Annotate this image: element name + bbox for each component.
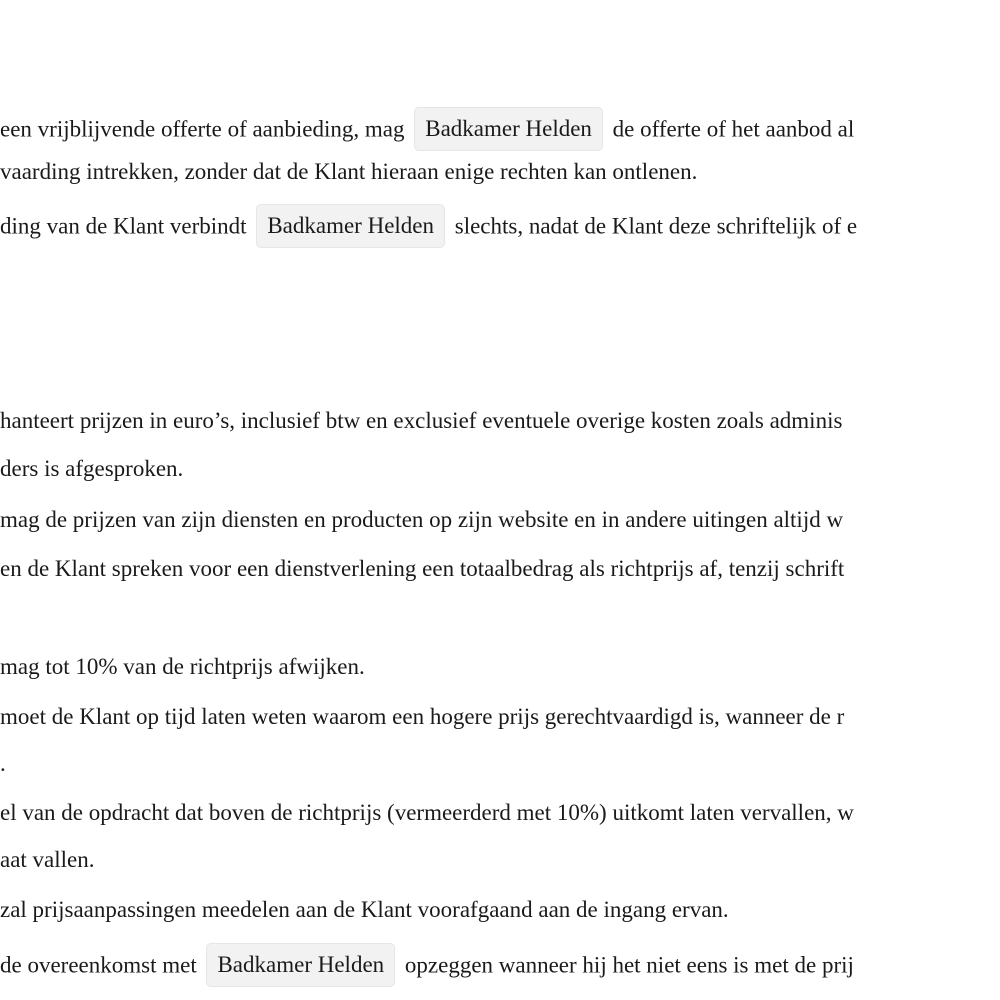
text-line-3 [0, 206, 857, 238]
text-segment: . [0, 751, 6, 776]
text-segment: slechts, nadat de Klant deze schriftelijk of e [454, 213, 858, 239]
text-segment: de overeenkomst met [0, 952, 197, 978]
text-segment: aat vallen. [0, 847, 95, 872]
text-segment: opzeggen wanneer hij het niet eens is met de prij [404, 952, 854, 978]
text-segment: mag de prijzen van zijn diensten en producten op zijn website en in andere uitingen altijd w [0, 507, 844, 532]
company-name-chip: Badkamer Helden [256, 204, 445, 248]
text-line-1 [0, 109, 854, 141]
text-segment: en de Klant spreken voor een dienstverlening een totaalbedrag als richtprijs af, tenzij schrift [0, 556, 845, 581]
text-line-11 [0, 797, 854, 829]
company-name-chip: Badkamer Helden [206, 943, 395, 987]
text-line-5 [0, 453, 183, 485]
text-segment: mag tot 10% van de richtprijs afwijken. [0, 654, 365, 679]
text-segment: ders is afgesproken. [0, 456, 184, 481]
text-line-8 [0, 651, 365, 683]
text-segment: de offerte of het aanbod al [612, 116, 855, 142]
text-segment: hanteert prijzen in euro’s, inclusief btw en exclusief eventuele overige kosten zoals adminis [0, 408, 843, 433]
text-line-13 [0, 894, 729, 926]
text-line-12 [0, 844, 95, 876]
text-line-4 [0, 405, 842, 437]
text-segment: zal prijsaanpassingen meedelen aan de Klant voorafgaand aan de ingang ervan. [0, 897, 729, 922]
text-segment: ding van de Klant verbindt [0, 213, 247, 239]
text-line-10 [0, 748, 6, 780]
text-line-6 [0, 504, 843, 536]
text-segment: een vrijblijvende offerte of aanbieding, mag [0, 116, 405, 142]
text-segment: vaarding intrekken, zonder dat de Klant hieraan enige rechten kan ontlenen. [0, 159, 698, 184]
text-line-2 [0, 156, 697, 188]
text-segment: moet de Klant op tijd laten weten waarom een hogere prijs gerechtvaardigd is, wanneer de r [0, 704, 845, 729]
text-line-9 [0, 701, 844, 733]
text-segment: el van de opdracht dat boven de richtprijs (vermeerderd met 10%) uitkomt laten vervallen, w [0, 800, 854, 825]
company-name-chip: Badkamer Helden [414, 107, 603, 151]
text-line-14 [0, 945, 854, 977]
text-line-7 [0, 553, 844, 585]
